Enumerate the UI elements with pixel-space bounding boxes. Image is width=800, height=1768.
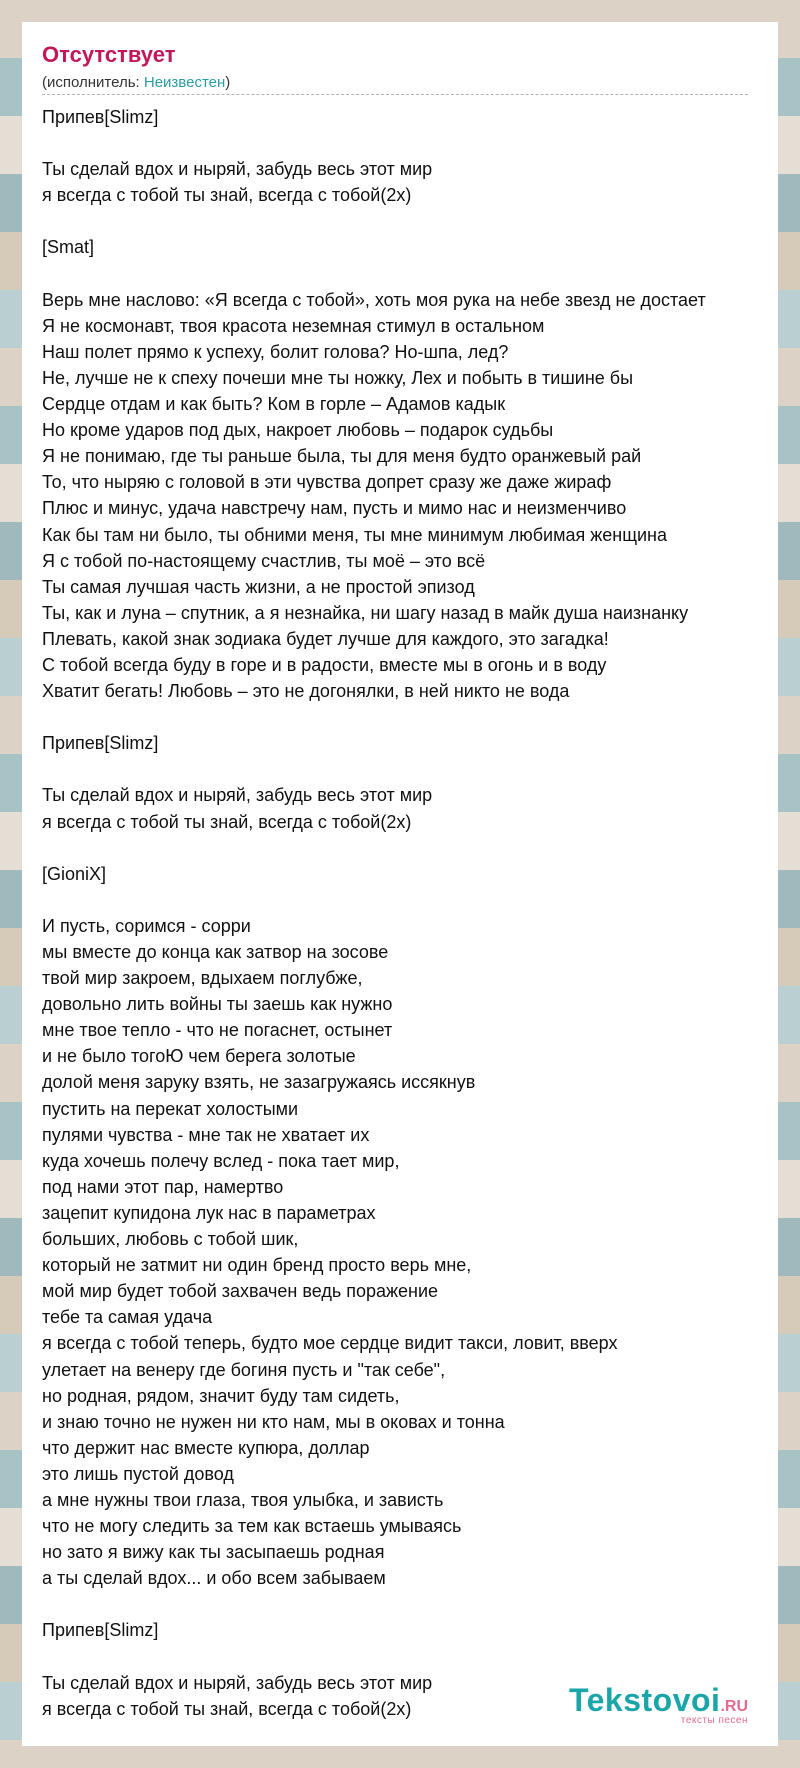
lyric-line: Припев[Slimz] — [42, 733, 159, 754]
lyric-line: довольно лить войны ты заешь как нужно — [42, 994, 393, 1015]
lyric-line: улетает на венеру где богиня пусть и "так себе", — [42, 1359, 446, 1380]
lyric-line: пустить на перекат холостыми — [42, 1098, 299, 1119]
lyric-line — [42, 835, 778, 861]
lyric-line: Наш полет прямо к успеху, болит голова? Но-шпа, лед? — [42, 341, 509, 362]
performer-prefix: (исполнитель: — [42, 74, 144, 91]
lyric-line: С тобой всегда буду в горе и в радости, вместе мы в огонь и в воду — [42, 654, 607, 675]
lyric-line: мы вместе до конца как затвор на зосове — [42, 942, 389, 962]
logo-tagline: тексты песен — [680, 1715, 748, 1726]
logo-name: Tekstovoi — [568, 1682, 721, 1718]
lyric-line: пулями чувства - мне так не хватает их — [42, 1124, 370, 1145]
lyric-line: Как бы там ни было, ты обними меня, ты мне минимум любимая женщина — [42, 524, 668, 545]
logo-tld: .RU — [720, 1698, 748, 1715]
divider — [42, 94, 748, 95]
lyric-line: я всегда с тобой ты знай, всегда с тобой(2х) — [42, 1698, 412, 1719]
lyric-line: долой меня заруку взять, не зазагружаясь иссякнув — [42, 1072, 476, 1093]
lyrics-text — [42, 104, 778, 1722]
lyric-line — [42, 1644, 778, 1670]
lyric-line: что не могу следить за тем как встаешь умываясь — [42, 1516, 462, 1537]
lyric-line: Ты сделай вдох и ныряй, забудь весь этот мир — [42, 785, 433, 806]
lyric-line: Верь мне наслово: «Я всегда с тобой», хоть моя рука на небе звезд не достает — [42, 289, 706, 310]
lyric-line: и не было тогоЮ чем берега золотые — [42, 1046, 356, 1067]
performer-line — [42, 74, 230, 91]
lyric-line: а ты сделай вдох... и обо всем забываем — [42, 1568, 386, 1589]
lyric-line: Ты сделай вдох и ныряй, забудь весь этот мир — [42, 1672, 433, 1693]
lyric-line: это лишь пустой довод — [42, 1463, 234, 1484]
lyric-line: и знаю точно не нужен ни кто нам, мы в оковах и тонна — [42, 1411, 505, 1432]
lyric-line: зацепит купидона лук нас в параметрах — [42, 1202, 376, 1223]
lyric-line: Хватит бегать! Любовь – это не догонялки, в ней никто не вода — [42, 681, 570, 702]
performer-link[interactable]: Неизвестен — [143, 74, 226, 91]
lyric-line: [Smat] — [42, 237, 95, 258]
lyric-line: Ты сделай вдох и ныряй, забудь весь этот мир — [42, 159, 433, 180]
lyric-line: я всегда с тобой ты знай, всегда с тобой(2х) — [42, 811, 412, 832]
lyric-line: Припев[Slimz] — [42, 107, 159, 127]
lyric-line: Припев[Slimz] — [42, 1620, 159, 1641]
performer-suffix: ) — [225, 74, 231, 91]
lyric-line: Я не понимаю, где ты раньше была, ты для меня будто оранжевый рай — [42, 446, 642, 467]
lyric-line: Не, лучше не к спеху почеши мне ты ножку, Лех и побыть в тишине бы — [42, 367, 634, 388]
lyric-line: Плевать, какой знак зодиака будет лучше для каждого, это загадка! — [42, 628, 609, 649]
lyric-line: но зато я вижу как ты засыпаешь родная — [42, 1542, 385, 1563]
lyric-line: Плюс и минус, удача навстречу нам, пусть и мимо нас и неизменчиво — [42, 498, 627, 519]
lyrics-card — [22, 22, 778, 1746]
lyric-line: но родная, рядом, значит буду там сидеть, — [42, 1385, 400, 1406]
lyric-line — [42, 756, 778, 782]
lyric-line: я всегда с тобой ты знай, всегда с тобой(2х) — [42, 185, 412, 206]
site-logo[interactable] — [569, 1682, 748, 1726]
lyric-line: под нами этот пар, намертво — [42, 1176, 284, 1197]
lyric-line — [42, 208, 778, 234]
lyric-line: который не затмит ни один бренд просто верь мне, — [42, 1255, 472, 1276]
lyric-line: Сердце отдам и как быть? Ком в горле – Адамов кадык — [42, 394, 506, 415]
lyric-line — [42, 1591, 778, 1617]
lyric-line: То, что ныряю с головой в эти чувства допрет сразу же даже жираф — [42, 472, 612, 493]
lyric-line: мой мир будет тобой захвачен ведь поражение — [42, 1281, 439, 1302]
lyric-line — [42, 130, 778, 156]
lyric-line: я всегда с тобой теперь, будто мое сердце видит такси, ловит, вверх — [42, 1333, 618, 1354]
lyric-line: куда хочешь полечу вслед - пока тает мир, — [42, 1150, 400, 1171]
lyric-line: что держит нас вместе купюра, доллар — [42, 1437, 370, 1458]
lyric-line: Я не космонавт, твоя красота неземная стимул в остальном — [42, 315, 545, 336]
lyric-line: Ты, как и луна – спутник, а я незнайка, ни шагу назад в майк душа наизнанку — [42, 602, 689, 623]
lyric-line: а мне нужны твои глаза, твоя улыбка, и зависть — [42, 1489, 444, 1510]
lyric-line: Я с тобой по-настоящему счастлив, ты моё – это всё — [42, 550, 486, 571]
lyric-line: мне твое тепло - что не погаснет, остынет — [42, 1020, 393, 1041]
lyric-line: Ты самая лучшая часть жизни, а не простой эпизод — [42, 576, 475, 597]
lyric-line — [42, 261, 778, 287]
lyric-line: Но кроме ударов под дых, накроет любовь – подарок судьбы — [42, 420, 554, 441]
lyric-line: больших, любовь с тобой шик, — [42, 1229, 299, 1250]
lyric-line: [GioniX] — [42, 863, 107, 884]
lyric-line: И пусть, соримся - сорри — [42, 915, 251, 936]
lyric-line — [42, 887, 778, 913]
lyric-line — [42, 704, 778, 730]
song-title: Отсутствует — [42, 42, 176, 67]
lyric-line: твой мир закроем, вдыхаем поглубже, — [42, 968, 363, 989]
lyric-line: тебе та самая удача — [42, 1307, 213, 1328]
